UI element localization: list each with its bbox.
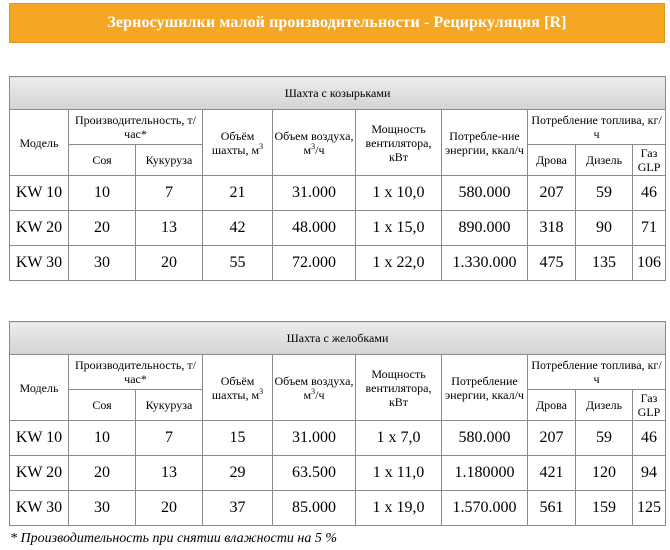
- cell-fan: 1 x 7,0: [356, 421, 442, 456]
- cell-fan: 1 x 22,0: [356, 246, 442, 281]
- cell-diesel: 59: [576, 176, 633, 211]
- cell-gas: 46: [633, 176, 666, 211]
- cell-shaft: 55: [203, 246, 273, 281]
- col-header-productivity: Производительность, т/час*: [69, 110, 203, 145]
- cell-soy: 20: [69, 456, 136, 491]
- cell-fan: 1 x 10,0: [356, 176, 442, 211]
- cell-diesel: 159: [576, 491, 633, 526]
- cell-gas: 46: [633, 421, 666, 456]
- cell-energy: 890.000: [442, 211, 528, 246]
- cell-shaft: 37: [203, 491, 273, 526]
- cell-air: 63.500: [273, 456, 356, 491]
- cell-wood: 318: [528, 211, 576, 246]
- col-header-energy: Потребле-ние энергии, ккал/ч: [442, 110, 528, 176]
- cell-shaft: 21: [203, 176, 273, 211]
- col-header-productivity: Производительность, т/час*: [69, 355, 203, 390]
- col-header-fuel: Потребление топлива, кг/ч: [528, 355, 666, 390]
- cell-diesel: 90: [576, 211, 633, 246]
- table-group-title: Шахта с желобками: [10, 322, 666, 355]
- cell-corn: 20: [136, 491, 203, 526]
- page-title: Зерносушилки малой производительности - Рециркуляция [R]: [107, 14, 567, 31]
- cell-air: 85.000: [273, 491, 356, 526]
- col-header-fan-power: Мощность вентилятора, кВт: [356, 110, 442, 176]
- col-header-corn: Кукуруза: [136, 145, 203, 176]
- table-group-title: Шахта с козырьками: [10, 77, 666, 110]
- cell-model: KW 20: [10, 456, 69, 491]
- cell-corn: 13: [136, 456, 203, 491]
- col-header-wood: Дрова: [528, 390, 576, 421]
- cell-gas: 106: [633, 246, 666, 281]
- cell-corn: 7: [136, 176, 203, 211]
- cell-energy: 580.000: [442, 176, 528, 211]
- spec-table-grooves: [9, 321, 666, 526]
- cell-soy: 10: [69, 176, 136, 211]
- cell-soy: 30: [69, 491, 136, 526]
- cell-shaft: 42: [203, 211, 273, 246]
- cell-energy: 1.330.000: [442, 246, 528, 281]
- cell-shaft: 15: [203, 421, 273, 456]
- cell-energy: 1.180000: [442, 456, 528, 491]
- cell-fan: 1 x 19,0: [356, 491, 442, 526]
- col-header-fan-power: Мощность вентилятора, кВт: [356, 355, 442, 421]
- cell-gas: 94: [633, 456, 666, 491]
- spec-table-visors: [9, 76, 666, 281]
- col-header-corn: Кукуруза: [136, 390, 203, 421]
- table-row: [10, 176, 666, 211]
- cell-soy: 20: [69, 211, 136, 246]
- col-header-gas: Газ GLP: [633, 145, 666, 176]
- cell-diesel: 59: [576, 421, 633, 456]
- cell-model: KW 10: [10, 421, 69, 456]
- cell-corn: 13: [136, 211, 203, 246]
- table-row: [10, 211, 666, 246]
- col-header-energy: Потребление энергии, ккал/ч: [442, 355, 528, 421]
- col-header-soy: Соя: [69, 145, 136, 176]
- cell-model: KW 20: [10, 211, 69, 246]
- table-row: [10, 456, 666, 491]
- col-header-model: Модель: [10, 355, 69, 421]
- cell-wood: 207: [528, 176, 576, 211]
- cell-gas: 125: [633, 491, 666, 526]
- cell-wood: 475: [528, 246, 576, 281]
- cell-model: KW 10: [10, 176, 69, 211]
- cell-soy: 10: [69, 421, 136, 456]
- footnote: * Производительность при снятии влажности на 5 %: [10, 531, 337, 546]
- cell-shaft: 29: [203, 456, 273, 491]
- cell-air: 48.000: [273, 211, 356, 246]
- cell-fan: 1 x 15,0: [356, 211, 442, 246]
- page-title-banner: [9, 3, 665, 43]
- cell-wood: 421: [528, 456, 576, 491]
- cell-model: KW 30: [10, 491, 69, 526]
- cell-gas: 71: [633, 211, 666, 246]
- cell-wood: 561: [528, 491, 576, 526]
- col-header-diesel: Дизель: [576, 145, 633, 176]
- col-header-fuel: Потребление топлива, кг/ч: [528, 110, 666, 145]
- cell-diesel: 135: [576, 246, 633, 281]
- col-header-air-volume: Объем воздуха, $м^3/ч$: [273, 110, 356, 176]
- col-header-model: Модель: [10, 110, 69, 176]
- cell-fan: 1 x 11,0: [356, 456, 442, 491]
- table-row: [10, 491, 666, 526]
- cell-energy: 580.000: [442, 421, 528, 456]
- cell-corn: 20: [136, 246, 203, 281]
- cell-energy: 1.570.000: [442, 491, 528, 526]
- table-row: [10, 246, 666, 281]
- col-header-air-volume: Объем воздуха, $м^3/ч$: [273, 355, 356, 421]
- col-header-gas: Газ GLP: [633, 390, 666, 421]
- cell-air: 31.000: [273, 421, 356, 456]
- cell-model: KW 30: [10, 246, 69, 281]
- cell-corn: 7: [136, 421, 203, 456]
- cell-air: 72.000: [273, 246, 356, 281]
- cell-air: 31.000: [273, 176, 356, 211]
- cell-diesel: 120: [576, 456, 633, 491]
- col-header-shaft-volume: Объём шахты, $м^3$: [203, 110, 273, 176]
- col-header-shaft-volume: Объём шахты, $м^3$: [203, 355, 273, 421]
- col-header-soy: Соя: [69, 390, 136, 421]
- col-header-diesel: Дизель: [576, 390, 633, 421]
- table-row: [10, 421, 666, 456]
- col-header-wood: Дрова: [528, 145, 576, 176]
- cell-wood: 207: [528, 421, 576, 456]
- cell-soy: 30: [69, 246, 136, 281]
